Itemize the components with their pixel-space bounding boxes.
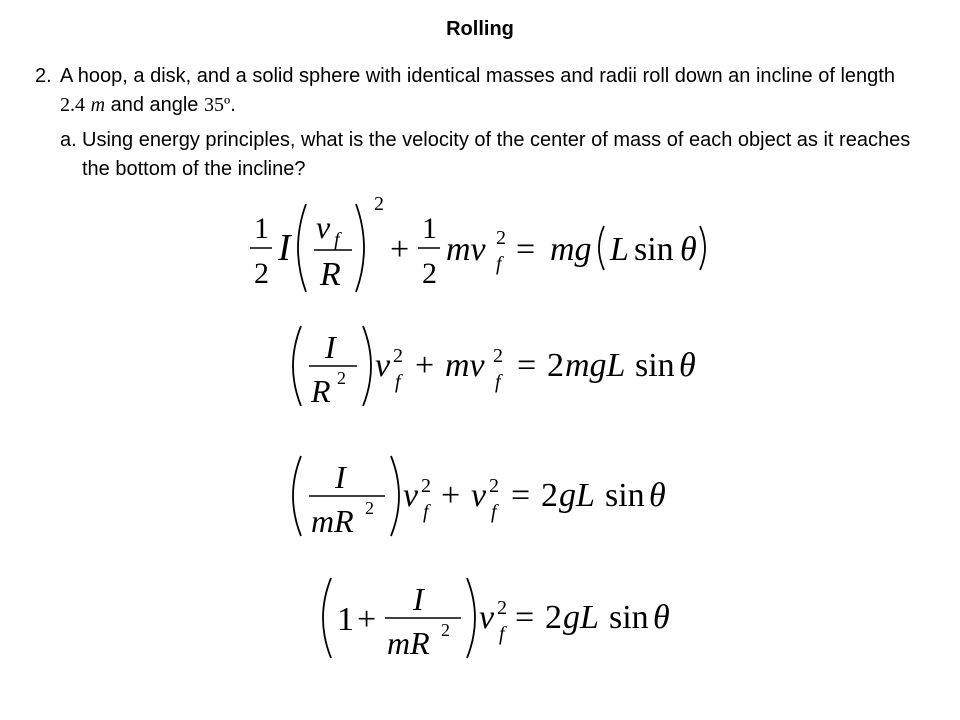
problem-number: 2.: [35, 65, 52, 87]
svg-text:mgL: mgL: [565, 347, 626, 384]
svg-text:v: v: [316, 209, 331, 245]
svg-text:I: I: [325, 329, 336, 365]
svg-text:=: =: [517, 347, 537, 384]
svg-text:+: +: [441, 477, 461, 514]
svg-text:1: 1: [422, 212, 437, 245]
slide-title: Rolling: [446, 18, 514, 40]
svg-text:gL: gL: [563, 599, 599, 636]
problem-text-part: and angle: [105, 94, 204, 116]
length-unit: m: [90, 94, 106, 116]
equation-4-glyphs: [323, 578, 670, 661]
svg-text:f: f: [496, 253, 502, 275]
svg-text:f: f: [491, 501, 497, 523]
svg-text:sin: sin: [609, 599, 649, 636]
svg-text:v: v: [479, 599, 495, 636]
svg-text:=: =: [516, 231, 536, 268]
svg-text:mv: mv: [446, 231, 486, 268]
svg-text:θ: θ: [679, 347, 696, 384]
svg-text:=: =: [511, 477, 531, 514]
svg-text:2: 2: [421, 475, 431, 497]
equation-2-glyphs: [293, 326, 696, 409]
svg-text:mR: mR: [387, 625, 430, 661]
svg-text:2: 2: [254, 257, 269, 290]
equation-1: [240, 188, 720, 298]
svg-text:2: 2: [541, 477, 558, 514]
equation-3: [285, 448, 685, 543]
svg-text:mR: mR: [311, 503, 354, 539]
svg-text:R: R: [311, 373, 331, 409]
svg-text:mg: mg: [550, 231, 592, 268]
part-a-text: Using energy principles, what is the velocity of the center of mass of each object as it reaches the bottom of the incline?: [82, 129, 911, 180]
svg-text:v: v: [471, 477, 487, 514]
svg-text:+: +: [357, 601, 377, 638]
problem-text-end: .: [230, 94, 236, 116]
svg-text:v: v: [375, 347, 391, 384]
svg-text:f: f: [499, 623, 505, 645]
svg-text:2: 2: [493, 345, 503, 367]
svg-text:θ: θ: [653, 599, 670, 636]
svg-text:+: +: [390, 231, 410, 268]
svg-text:1: 1: [254, 212, 269, 245]
equation-4: [315, 570, 705, 665]
svg-text:f: f: [423, 501, 429, 523]
svg-text:2: 2: [496, 227, 506, 249]
problem-text-part: A hoop, a disk, and a solid sphere with identical masses and radii roll down an incline of length: [60, 65, 895, 87]
angle-value: 35º: [204, 94, 231, 116]
part-a-label: a.: [60, 129, 77, 151]
svg-text:1: 1: [337, 601, 354, 638]
svg-text:2: 2: [393, 345, 403, 367]
problem-statement: [35, 62, 925, 120]
svg-text:2: 2: [374, 193, 384, 215]
svg-text:sin: sin: [634, 231, 674, 268]
svg-text:2: 2: [497, 597, 507, 619]
svg-text:f: f: [495, 371, 501, 393]
svg-text:2: 2: [489, 475, 499, 497]
svg-text:I: I: [335, 459, 346, 495]
svg-text:=: =: [515, 599, 535, 636]
svg-text:I: I: [413, 581, 424, 617]
part-a: [60, 126, 940, 184]
svg-text:R: R: [320, 256, 341, 293]
svg-text:L: L: [610, 231, 629, 268]
svg-text:θ: θ: [649, 477, 666, 514]
svg-text:2: 2: [337, 368, 346, 388]
equation-2: [285, 318, 705, 413]
svg-text:sin: sin: [635, 347, 675, 384]
equation-1-glyphs: [250, 193, 705, 293]
svg-text:+: +: [415, 347, 435, 384]
problem-text: [60, 62, 925, 120]
svg-text:f: f: [334, 229, 340, 251]
svg-text:f: f: [395, 371, 401, 393]
svg-text:mv: mv: [445, 347, 485, 384]
svg-text:2: 2: [545, 599, 562, 636]
svg-text:I: I: [278, 227, 291, 269]
svg-text:2: 2: [441, 620, 450, 640]
equation-3-glyphs: [293, 456, 666, 539]
svg-text:v: v: [403, 477, 419, 514]
svg-text:θ: θ: [680, 231, 697, 268]
length-value: 2.4: [60, 94, 85, 116]
svg-text:2: 2: [365, 498, 374, 518]
svg-text:2: 2: [422, 257, 437, 290]
svg-text:sin: sin: [605, 477, 645, 514]
svg-text:gL: gL: [559, 477, 595, 514]
svg-text:2: 2: [547, 347, 564, 384]
